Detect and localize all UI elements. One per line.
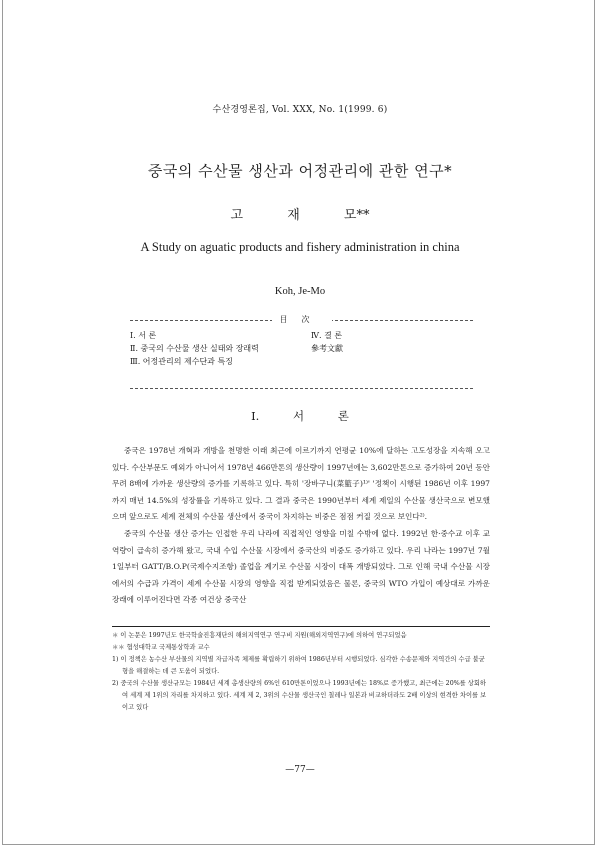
journal-reference: 수산경영론집, Vol. XXX, No. 1(1999. 6) [212, 105, 388, 115]
footnote: ＊ 이 논문은 1997년도 한국학술진흥재단의 해외지역연구 연구비 지원(해외지역연구)에 의하여 연구되었음 [112, 632, 407, 639]
footnote: 2) 중국의 수산물 생산규모는 1984년 세계 총생산량의 6%인 610만톤이었으나 1993년에는 18%로 증가했고, 최근에는 20%를 상회하여 세계 제 1위의 자리를 차지하고 있다. 세계 제 2, 3위의 수산물 생산국인 칠레나 일본과 비교하더라도 2배 이상의 현격한 차이를 보이고 있다 [112, 680, 487, 711]
footnotes [112, 626, 490, 714]
section-heading-introduction: Ⅰ. 서 론 [251, 409, 349, 423]
toc-item: Ⅲ. 어정관리의 제수단과 특징 [130, 357, 233, 366]
paper-title-korean: 중국의 수산물 생산과 어정관리에 관한 연구* [147, 162, 453, 180]
body-text [112, 443, 490, 609]
author-name-english: Koh, Je-Mo [274, 286, 326, 297]
toc-item: Ⅳ. 결 론 [311, 331, 343, 340]
author-name-korean: 고 재 모** [230, 208, 370, 223]
toc-item: Ⅱ. 중국의 수산물 생산 실태와 장래력 [130, 344, 259, 353]
footnote: 1) 이 정책은 농수산 부산물의 지역별 자급자족 체제를 확립하기 위하여 1986년부터 시행되었다. 심각한 수송문제와 지역간의 수급 불균형을 해결하는 데 큰 도움이 되었다. [112, 656, 485, 675]
toc-item: Ⅰ. 서 론 [130, 331, 157, 340]
toc-left-column [130, 329, 259, 368]
toc-item: 參考文獻 [311, 344, 343, 353]
footnote-rule [112, 626, 490, 627]
toc-right-column [311, 329, 343, 355]
paragraph: 중국의 수산물 생산 증가는 인접한 우리 나라에 직접적인 영향을 미칠 수밖에 없다. 1992년 한·중수교 이후 교역량이 급속히 증가해 왔고, 국내 수입 수산물 시장에서 중국산의 비중도 증가하고 있다. 우리 나라는 1997년 7월 1일부터 GATT/B.O.P(국제수지조항) 졸업을 계기로 수산물 시장이 대폭 개방되었다. 그로 인해 국내 수산물 시장에서의 수급과 가격이 세계 수산물 시장의 영향을 직접 받게되었음은 물론, 중국의 WTO 가입이 예상대로 가까운 장래에 이루어진다면 각종 여건상 중국산 [112, 528, 490, 605]
toc-bottom-rule [130, 388, 473, 389]
toc-heading: 目次 [130, 314, 473, 325]
footnote: ＊＊ 협성대학교 국제통상학과 교수 [112, 644, 210, 651]
paragraph: 중국은 1978년 개혁과 개방을 천명한 이래 최근에 이르기까지 연평균 10%에 달하는 고도성장을 지속해 오고 있다. 수산부문도 예외가 아니어서 1978년 466만톤의 생산량이 1997년에는 3,602만톤으로 증가하여 20년 동안 무려 8배에 가까운 생산량의 증가를 기록하고 있다. 특히 '장바구니(菜籃子)¹⁾' '정책이 시행된 1986년 이후 1997까지 매년 14.5%의 성장률을 기록하고 있다. 그 결과 중국은 1990년부터 세계 제일의 수산물 생산국으로 변모했으며 앞으로도 세계 전체의 수산물 생산에서 중국이 차지하는 비중은 점점 커질 것으로 보인다²⁾. [112, 446, 490, 522]
page-number: —77— [285, 765, 315, 775]
paper-title-english: A Study on aguatic products and fishery administration in china [140, 240, 460, 254]
